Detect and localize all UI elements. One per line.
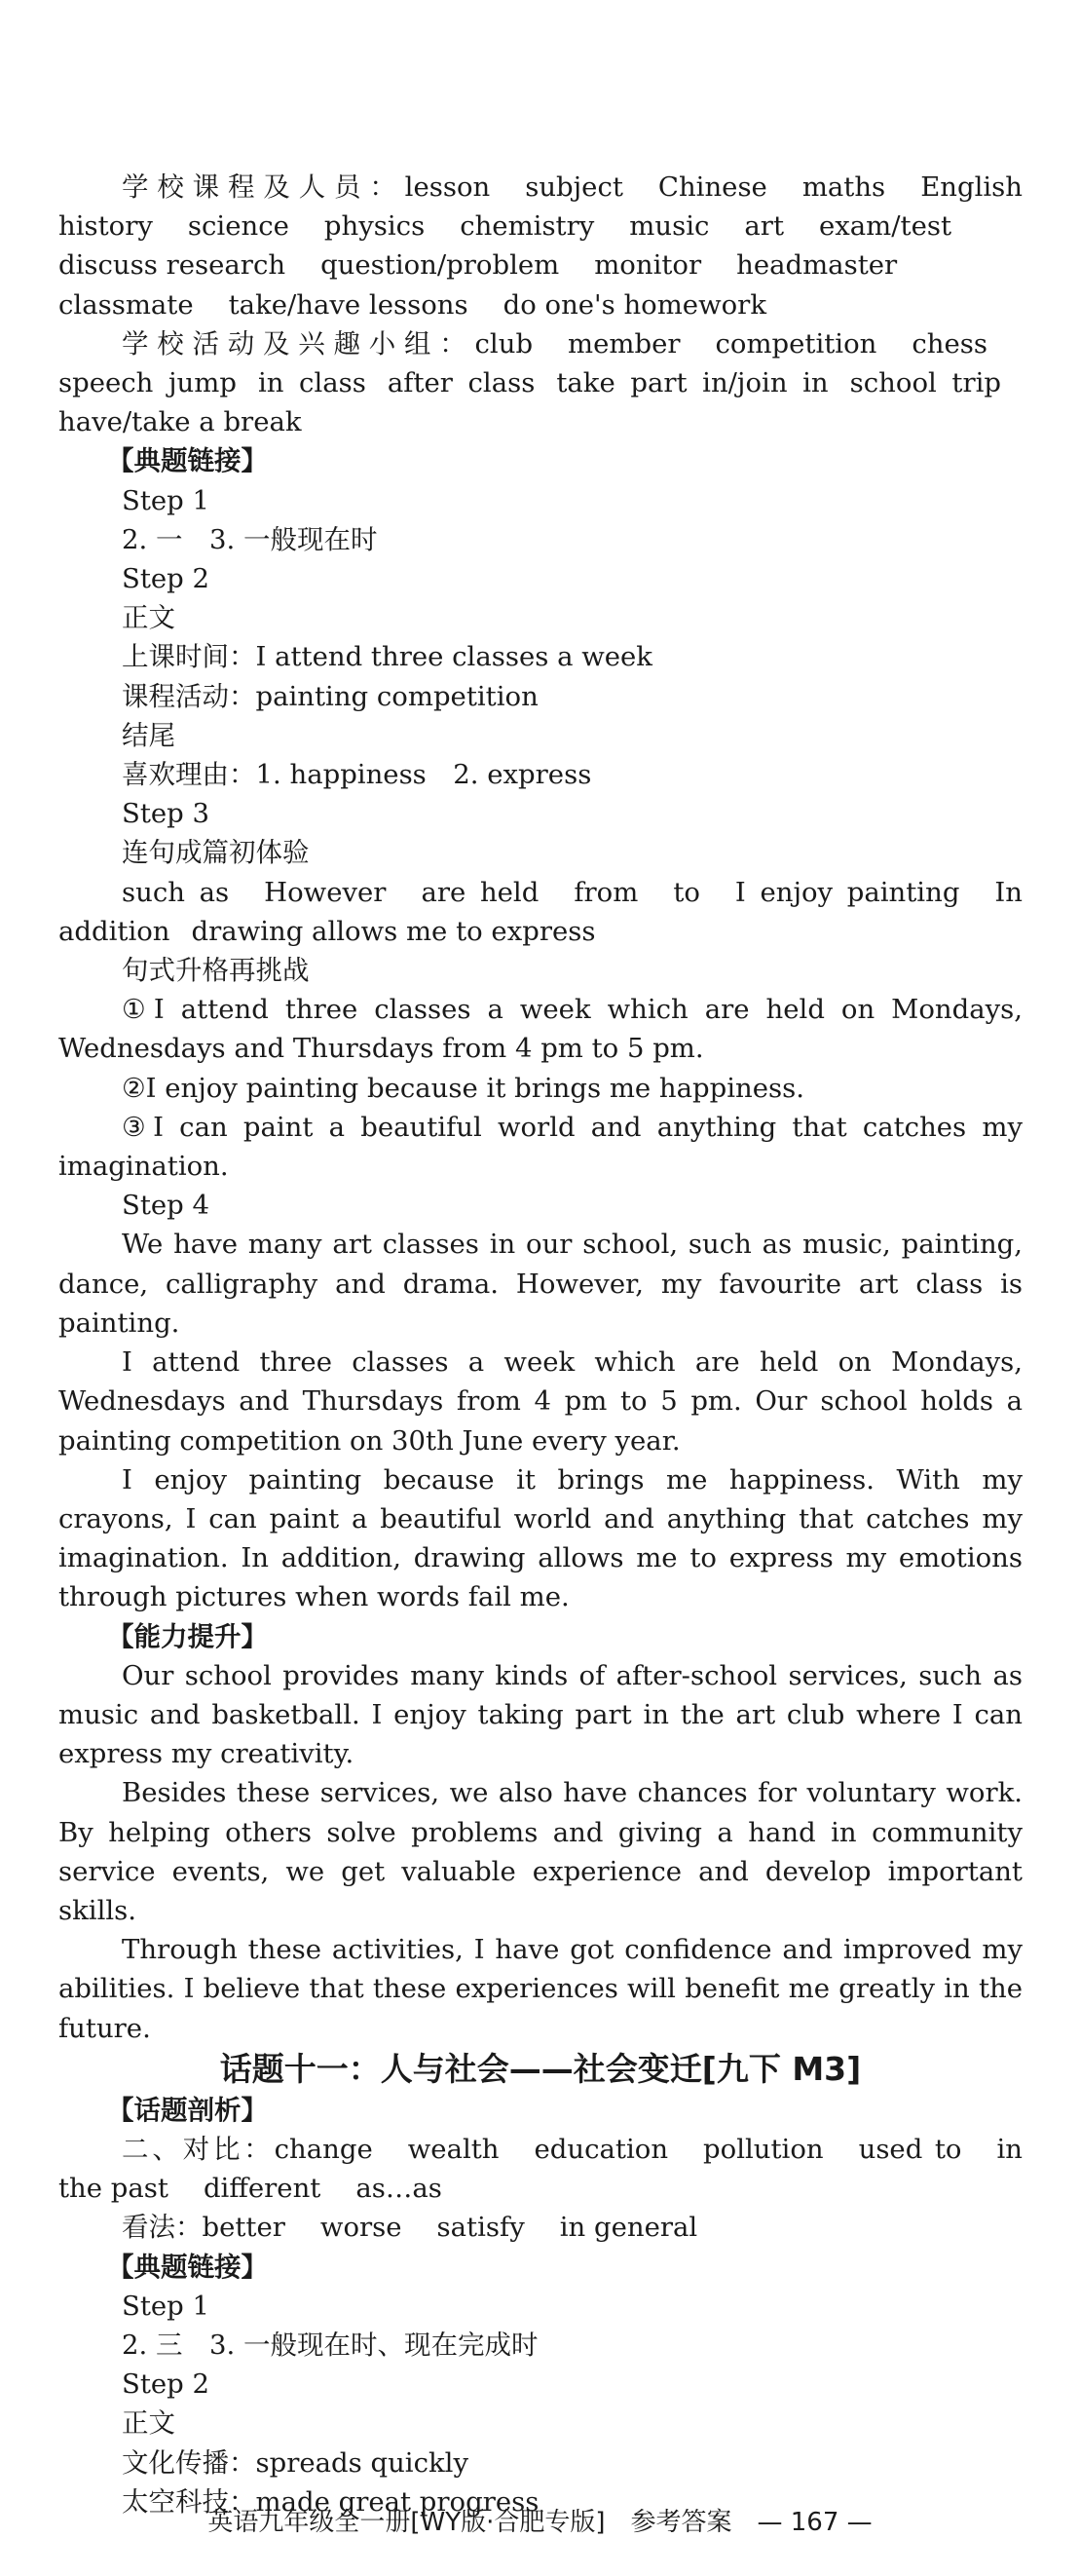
vocab-label-courses: 学校课程及人员：	[122, 171, 405, 203]
step-label: Step 1	[122, 2290, 210, 2322]
vocab-item: do one's homework	[503, 288, 766, 321]
upgraded-sentence-3: ③I can paint a beautiful world and anything that catches my imagination.	[58, 1111, 1023, 1183]
vocab-item: take part in/join in	[556, 367, 829, 399]
vocab-label-activities: 学校活动及兴趣小组：	[122, 327, 475, 360]
outline-activity-line: 课程活动：painting competition	[122, 680, 539, 712]
vocab-item: better	[202, 2212, 285, 2244]
section-heading-example-link: 【典题链接】	[107, 445, 268, 477]
vocab-item: exam/test	[819, 210, 952, 243]
connect-word: I enjoy painting	[734, 876, 960, 908]
outline-body-label: 正文	[122, 602, 175, 634]
connect-word: are held	[421, 876, 540, 908]
essay-paragraph-3: I enjoy painting because it brings me happiness. With my crayons, I can paint a beautiful world and anything that catches my imagination. In addition, drawing allows me to express my emotions through pictures when words fail me.	[58, 1463, 1023, 1613]
outline-time-line: 上课时间：I attend three classes a week	[122, 641, 652, 673]
connect-word: However	[264, 876, 387, 908]
vocab-item: question/problem	[320, 249, 560, 282]
outline-reason-line: 喜欢理由：1. happiness 2. express	[122, 759, 592, 791]
ability-paragraph-2: Besides these services, we also have chances for voluntary work. By helping others solve problems and giving a hand in community service events, we get valuable experience and develop important skills.	[58, 1777, 1023, 1926]
vocab-item: change	[274, 2133, 373, 2165]
connect-word: drawing allows me to express	[191, 915, 596, 947]
vocab-item: in class	[257, 367, 366, 399]
answer-page	[58, 168, 1023, 2521]
vocab-item: satisfy	[436, 2212, 525, 2244]
vocab-item: club	[474, 327, 534, 360]
vocab-item: after class	[387, 367, 536, 399]
step-label: Step 2	[122, 563, 210, 595]
page-footer: 英语九年级全一册[WY版·合肥专版] 参考答案 — 167 —	[207, 2508, 873, 2537]
vocab-item: pollution	[703, 2133, 824, 2165]
vocab-item: worse	[319, 2212, 402, 2244]
vocab-item: history	[58, 210, 153, 243]
section-heading-example-link: 【典题链接】	[107, 2251, 268, 2283]
connect-sentences-label: 连句成篇初体验	[122, 837, 310, 869]
step-label: Step 1	[122, 484, 210, 516]
connect-words	[58, 873, 1023, 951]
ability-paragraph-3: Through these activities, I have got confidence and improved my abilities. I believe that these experiences will benefit me greatly in the future.	[58, 1934, 1023, 2044]
vocab-item: research	[166, 249, 286, 282]
upgraded-sentence-2: ②I enjoy painting because it brings me happiness.	[122, 1072, 804, 1104]
vocab-item: chess	[912, 327, 987, 360]
vocab-school-people-continued	[58, 285, 1023, 324]
vocab-item: subject	[525, 171, 623, 203]
outline-body-label: 正文	[122, 2407, 175, 2440]
essay-paragraph-1: We have many art classes in our school, such as music, painting, dance, calligraphy and drama. However, my favourite art class is painting.	[58, 1229, 1023, 1339]
connect-word: such as	[122, 876, 230, 908]
contrast-label: 二、对比：	[122, 2133, 275, 2165]
step1-answer: 2. 三 3. 一般现在时、现在完成时	[122, 2329, 539, 2361]
essay-paragraph-2: I attend three classes a week which are held on Mondays, Wednesdays and Thursdays from 4 pm to 5 pm. Our school holds a painting competition on 30th June every year.	[58, 1346, 1023, 1457]
vocab-item: science	[187, 210, 289, 243]
vocab-item: used to	[858, 2133, 962, 2165]
step-label: Step 2	[122, 2368, 210, 2401]
vocab-item: music	[629, 210, 710, 243]
step-label: Step 4	[122, 1190, 210, 1222]
section-heading-topic-analysis: 【话题剖析】	[107, 2094, 268, 2126]
outline-culture-line: 文化传播：spreads quickly	[122, 2446, 468, 2479]
vocab-item: wealth	[407, 2133, 500, 2165]
vocab-item: speech	[58, 367, 154, 399]
vocab-item: have/take a break	[58, 406, 302, 438]
vocab-item: monitor	[594, 249, 702, 282]
step1-answer: 2. 一 3. 一般现在时	[122, 523, 378, 555]
upgraded-sentence-1: ①I attend three classes a week which are held on Mondays, Wednesdays and Thursdays from 4 pm to 5 pm.	[58, 994, 1023, 1065]
vocab-item: education	[534, 2133, 669, 2165]
vocab-item: competition	[715, 327, 877, 360]
vocab-item: English	[920, 171, 1023, 203]
vocab-item: discuss	[58, 249, 158, 282]
vocab-item: classmate	[58, 288, 194, 321]
upgrade-sentences-label: 句式升格再挑战	[122, 955, 310, 987]
vocab-item: Chinese	[657, 171, 767, 203]
vocab-item: maths	[801, 171, 886, 203]
view-words	[58, 2208, 1023, 2247]
outline-ending-label: 结尾	[122, 719, 175, 751]
vocab-item: take/have lessons	[228, 288, 468, 321]
vocab-school-courses	[58, 168, 1023, 285]
topic-title: 话题十一：人与社会——社会变迁[九下 M3]	[219, 2049, 862, 2088]
step-label: Step 3	[122, 798, 210, 830]
connect-word: from	[574, 876, 639, 908]
vocab-item: chemistry	[460, 210, 595, 243]
ability-paragraph-1: Our school provides many kinds of after-school services, such as music and basketball. I enjoy taking part in the art club where I can express my creativity.	[58, 1659, 1023, 1770]
connect-word: In addition	[58, 876, 1023, 947]
vocab-item: lesson	[404, 171, 491, 203]
vocab-item: as…as	[355, 2173, 442, 2205]
contrast-words	[58, 2130, 1023, 2208]
vocab-school-activities	[58, 324, 1023, 442]
vocab-item: in the past	[58, 2133, 1024, 2205]
vocab-item: different	[203, 2173, 321, 2205]
outline-space-line: 太空科技：made great progress	[122, 2485, 540, 2518]
vocab-item: headmaster	[736, 249, 898, 282]
vocab-item: jump	[168, 367, 237, 399]
vocab-item: member	[568, 327, 681, 360]
connect-word: to	[673, 876, 700, 908]
view-label: 看法：	[122, 2212, 203, 2244]
section-heading-ability: 【能力提升】	[107, 1620, 268, 1652]
vocab-item: in general	[559, 2212, 698, 2244]
vocab-item: art	[744, 210, 784, 243]
vocab-item: physics	[323, 210, 426, 243]
vocab-item: school trip	[849, 367, 1001, 399]
